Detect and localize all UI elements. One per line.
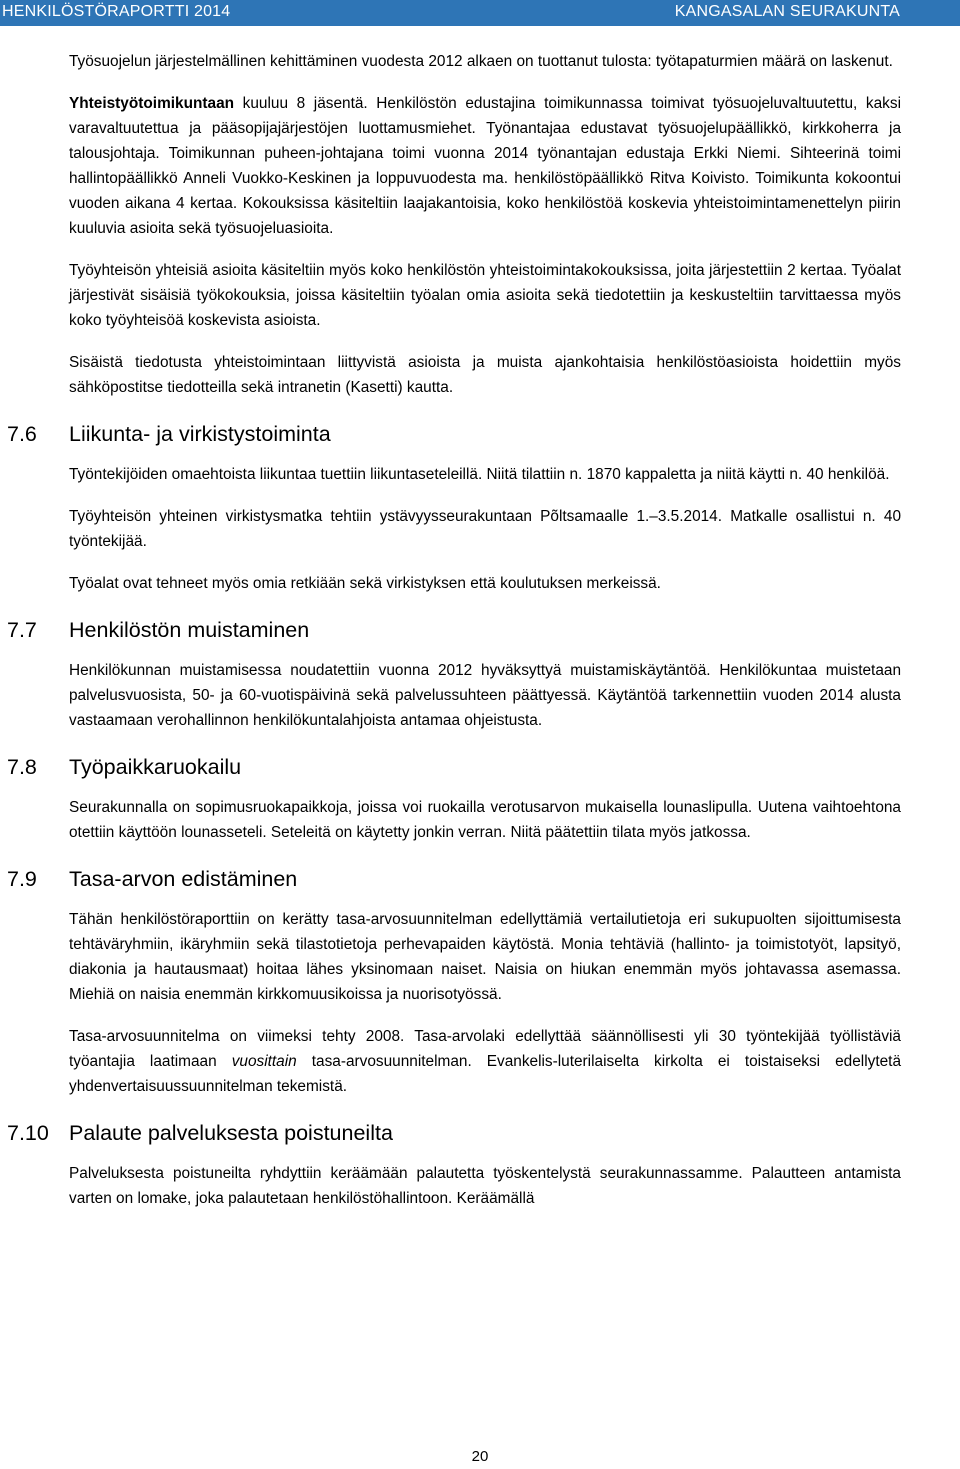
committee-term: Yhteistyötoimikuntaan (69, 95, 235, 112)
page-content (7, 49, 902, 1228)
intro-paragraph-1: Työsuojelun järjestelmällinen kehittäminen vuodesta 2012 alkaen on tuottanut tulosta: työtapaturmien määrä on laskenut. (69, 53, 893, 70)
section-title: Tasa-arvon edistäminen (69, 867, 298, 891)
intro-paragraph-3: Työyhteisön yhteisiä asioita käsiteltiin myös koko henkilöstön yhteistoimintakokouksissa, joita järjestettiin 2 kertaa. Työalat järjestivät sisäisiä työkokouksia, joissa käsiteltiin työalan omia asioita sekä tiedotettiin ja keskusteltiin tarvittaessa myös koko työyhteisöä koskevista asioista. (69, 262, 901, 329)
section-7-6-paragraph-3: Työalat ovat tehneet myös omia retkiään sekä virkistyksen että koulutuksen merkeissä. (69, 575, 661, 592)
page-header (0, 0, 960, 26)
section-title: Palaute palveluksesta poistuneilta (69, 1121, 393, 1145)
section-title: Liikunta- ja virkistystoiminta (69, 422, 331, 446)
section-7-9-paragraph-2 (69, 1024, 901, 1099)
header-organization: KANGASALAN SEURAKUNTA (674, 3, 900, 20)
section-heading-7-6 (7, 420, 901, 448)
intro-paragraph-2 (69, 91, 901, 241)
section-heading-7-10 (7, 1119, 901, 1147)
section-number: 7.7 (7, 618, 37, 642)
committee-description: kuuluu 8 jäsentä. Henkilöstön edustajina toimikunnassa toimivat työsuojeluvaltuutettu, kaksi varavaltuutettua ja pääsopijajärjestöjen luottamusmiehet. Työnantajaa edustavat työsuojelupäällikkö, kirkkoherra ja talousjohtaja. Toimikunnan puheen-johtajana toimi vuonna 2014 työnantajan edustaja Erkki Niemi. Sihteerinä toimi hallintopäällikkö Anneli Vuokko-Keskinen ja loppuvuodesta ma. henkilöstöpäällikkö Ritva Koivisto. Toimikunta kokoontui vuoden aikana 4 kertaa. Kokouksissa käsiteltiin laajakantoisia, koko henkilöstöä koskevia yhteistoimintamenettelyn piirin kuuluvia asioita sekä työsuojeluasioita. (69, 95, 901, 237)
section-title: Henkilöstön muistaminen (69, 618, 310, 642)
intro-paragraph-4: Sisäistä tiedotusta yhteistoimintaan liittyvistä asioista ja muista ajankohtaisia henkilöstöasioista hoidettiin myös sähköpostitse tiedotteilla sekä intranetin (Kasetti) kautta. (69, 354, 901, 396)
section-number: 7.10 (7, 1121, 49, 1145)
section-7-6-paragraph-2: Työyhteisön yhteinen virkistysmatka tehtiin ystävyysseurakuntaan Põltsamaalle 1.–3.5.2014. Matkalle osallistui n. 40 työntekijää. (69, 508, 901, 550)
section-number: 7.6 (7, 422, 37, 446)
section-heading-7-7 (7, 616, 901, 644)
section-7-6-paragraph-1: Työntekijöiden omaehtoista liikuntaa tuettiin liikuntaseteleillä. Niitä tilattiin n. 1870 kappaletta ja niitä käytti n. 40 henkilöä. (69, 466, 890, 483)
section-7-8-paragraph-1: Seurakunnalla on sopimusruokapaikkoja, joissa voi ruokailla verotusarvon mukaisella lounaslipulla. Uutena vaihtoehtona otettiin käyttöön lounasseteli. Seteleitä on käytetty jonkin verran. Niitä päätettiin tilata myös jatkossa. (69, 799, 901, 841)
section-7-7-paragraph-1: Henkilökunnan muistamisessa noudatettiin vuonna 2012 hyväksyttyä muistamiskäytäntöä. Henkilökuntaa muistetaan palvelusvuosista, 50- ja 60-vuotispäivinä sekä palvelussuhteen päättyessä. Käytäntöä tarkennettiin vuoden 2014 alusta vastaamaan verohallinnon henkilökuntalahjoista antamaa ohjeistusta. (69, 662, 901, 729)
section-7-10-paragraph-1: Palveluksesta poistuneilta ryhdyttiin keräämään palautetta työskentelystä seurakunnassamme. Palautteen antamista varten on lomake, joka palautetaan henkilöstöhallintoon. Keräämällä (69, 1165, 901, 1207)
section-heading-7-8 (7, 753, 901, 781)
section-heading-7-9 (7, 865, 901, 893)
equality-plan-text-b: tasa-arvosuunnitelman. Evankelis-luterilaiselta kirkolta ei toistaiseksi edellytetä yhdenvertaisuussuunnitelman tekemistä. (69, 1053, 902, 1095)
section-title: Työpaikkaruokailu (69, 755, 242, 779)
page-number: 20 (471, 1448, 489, 1465)
section-7-9-paragraph-1: Tähän henkilöstöraporttiin on kerätty tasa-arvosuunnitelman edellyttämiä vertailutietoja eri sukupuolten sijoittumisesta tehtäväryhmiin, ikäryhmiin sekä tilastotietoja perhevapaiden käytöstä. Monia tehtäviä (hallinto- ja toimistotyöt, lapsityö, diakonia ja hautausmaat) hoitaa lähes yksinomaan naiset. Naisia on hiukan enemmän myös johtavassa asemassa. Miehiä on naisia enemmän kirkkomuusikoissa ja nuorisotyössä. (69, 911, 901, 1003)
header-report-title: HENKILÖSTÖRAPORTTI 2014 (2, 3, 231, 20)
section-number: 7.9 (7, 867, 37, 891)
section-number: 7.8 (7, 755, 37, 779)
equality-plan-emphasis: vuosittain (231, 1053, 297, 1070)
equality-plan-text-a: Tasa-arvosuunnitelma on viimeksi tehty 2008. Tasa-arvolaki edellyttää säännöllisesti yli 30 työntekijää työllistäviä työantajia laatimaan (69, 1028, 901, 1070)
